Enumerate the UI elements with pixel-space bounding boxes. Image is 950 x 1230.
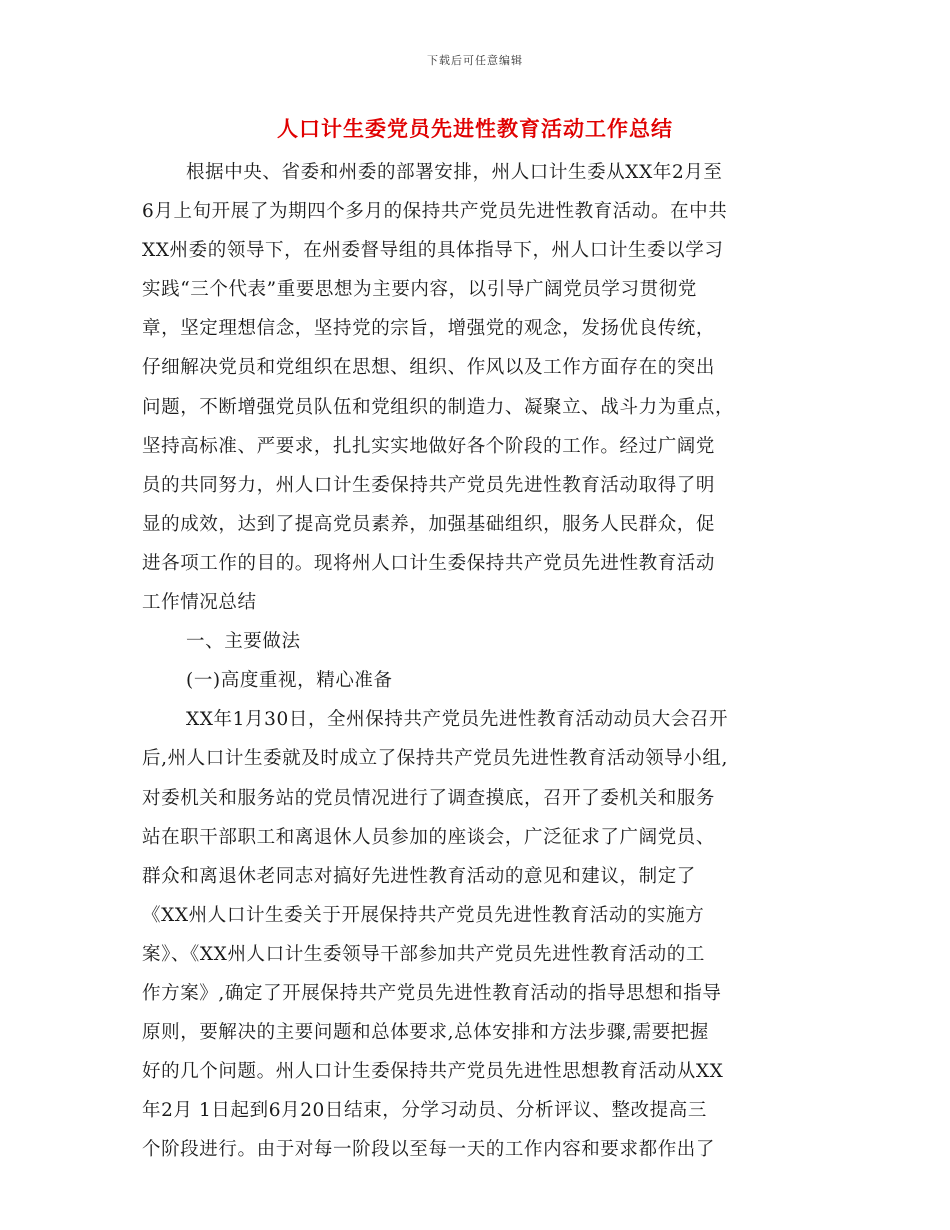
paragraph-line: 工作情况总结: [142, 592, 257, 614]
paragraph-line: 仔细解决党员和党组织在思想、组织、作风以及工作方面存在的突出: [142, 357, 716, 379]
paragraph-line: 6月上旬开展了为期四个多月的保持共产党员先进性教育活动。在中共: [142, 201, 728, 223]
subsection-heading: (一)高度重视，精心准备: [186, 670, 393, 692]
paragraph-line: 对委机关和服务站的党员情况进行了调查摸底，召开了委机关和服务: [142, 787, 716, 809]
paragraph-line: 好的几个问题。州人口计生委保持共产党员先进性思想教育活动从XX: [142, 1061, 724, 1083]
paragraph-line: 《XX州人口计生委关于开展保持共产党员先进性教育活动的实施方: [142, 904, 705, 926]
paragraph-line: 案》、《XX州人口计生委领导干部参加共产党员先进性教育活动的工: [142, 943, 705, 965]
paragraph-line: 问题，不断增强党员队伍和党组织的制造力、凝聚立、战斗力为重点，: [142, 396, 735, 418]
paragraph-line: 实践“三个代表”重要思想为主要内容，以引导广阔党员学习贯彻党: [142, 279, 697, 301]
paragraph-line: 年2月 1日起到6月20日结束，分学习动员、分析评议、整改提高三: [142, 1100, 707, 1122]
paragraph-line: 群众和离退休老同志对搞好先进性教育活动的意见和建议，制定了: [142, 865, 696, 887]
paragraph-line: XX年1月30日，全州保持共产党员先进性教育活动动员大会召开: [186, 709, 729, 731]
paragraph-line: XX州委的领导下，在州委督导组的具体指导下，州人口计生委以学习: [142, 240, 724, 262]
paragraph-line: 作方案》,确定了开展保持共产党员先进性教育活动的指导思想和指导: [142, 982, 722, 1004]
paragraph-line: 后,州人口计生委就及时成立了保持共产党员先进性教育活动领导小组,: [142, 748, 728, 770]
paragraph-line: 员的共同努力，州人口计生委保持共产党员先进性教育活动取得了明: [142, 474, 716, 496]
paragraph-line: 坚持高标准、严要求，扎扎实实地做好各个阶段的工作。经过广阔党: [142, 435, 716, 457]
paragraph-line: 进各项工作的目的。现将州人口计生委保持共产党员先进性教育活动: [142, 552, 716, 574]
paragraph-line: 显的成效，达到了提高党员素养，加强基础组织，服务人民群众，促: [142, 513, 716, 535]
document-body: [142, 153, 810, 1169]
paragraph-line: 根据中央、省委和州委的部署安排，州人口计生委从XX年2月至: [186, 162, 723, 183]
paragraph-line: 站在职干部职工和离退休人员参加的座谈会，广泛征求了广阔党员、: [142, 826, 716, 848]
paragraph-line: 个阶段进行。由于对每一阶段以至每一天的工作内容和要求都作出了: [142, 1139, 716, 1161]
paragraph-line: 章，坚定理想信念，坚持党的宗旨，增强党的观念，发扬优良传统，: [142, 318, 716, 340]
header-note: 下载后可任意编辑: [427, 54, 523, 67]
section-heading: 一、主要做法: [186, 631, 301, 653]
document-title: 人口计生委党员先进性教育活动工作总结: [277, 116, 673, 141]
paragraph-line: 原则，要解决的主要问题和总体要求,总体安排和方法步骤,需要把握: [142, 1022, 709, 1044]
